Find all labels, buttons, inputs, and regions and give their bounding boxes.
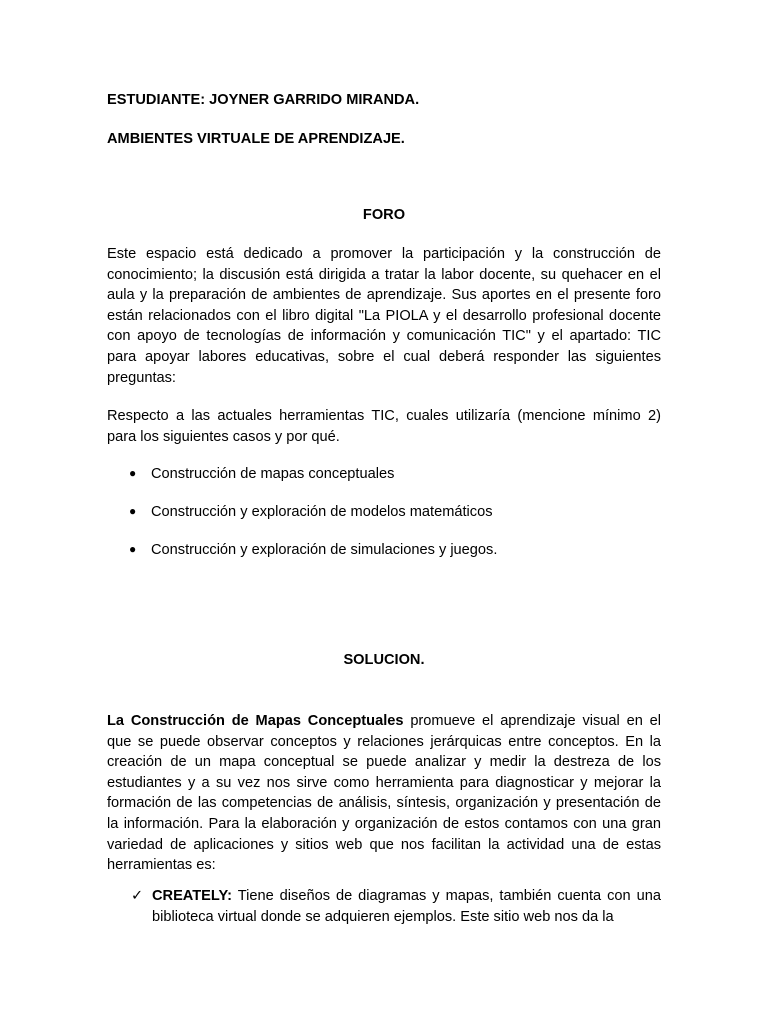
solucion-paragraph [107, 711, 661, 876]
bullet-icon: ● [129, 466, 137, 480]
solucion-paragraph-text [107, 711, 661, 876]
check-item-text: Tiene diseños de diagramas y mapas, también cuenta con una biblioteca virtual donde se adquieren ejemplos. Este sitio web nos da la [152, 888, 661, 925]
solucion-body: promueve el aprendizaje visual en el que se puede observar conceptos y relaciones jerárquicas entre conceptos. En la creación de un mapa conceptual se puede analizar y medir la destreza de los estudiantes y a su vez nos sirve como herramienta para diagnosticar y mejorar la formación de las competencias de análisis, síntesis, organización y presentación de la información. Para la elaboración y organización de estos contamos con una gran variedad de aplicaciones y sitios web que nos facilitan la actividad una de estas herramientas es: [107, 713, 661, 874]
check-item-body [131, 886, 661, 927]
course-heading: AMBIENTES VIRTUALE DE APRENDIZAJE. [107, 131, 405, 147]
foro-question-text: Respecto a las actuales herramientas TIC, cuales utilizaría (mencione mínimo 2) para los siguientes casos y por qué. [107, 408, 661, 445]
check-list-item [131, 886, 661, 927]
solucion-lead: La Construcción de Mapas Conceptuales [107, 713, 404, 729]
bullet-icon: ● [129, 542, 137, 556]
list-item-text: Construcción y exploración de modelos matemáticos [151, 504, 493, 520]
student-name-heading: ESTUDIANTE: JOYNER GARRIDO MIRANDA. [107, 92, 420, 108]
foro-intro-text: Este espacio está dedicado a promover la participación y la construcción de conocimiento; la discusión está dirigida a tratar la labor docente, su quehacer en el aula y la preparación de ambientes de aprendizaje. Sus aportes en el presente foro están relacionados con el libro digital "La PIOLA y el desarrollo profesional docente con apoyo de tecnologías de información y comunicación TIC" y el apartado: TIC para apoyar labores educativas, sobre el cual deberá responder las siguientes preguntas: [107, 246, 661, 386]
foro-title: FORO [362, 207, 406, 223]
check-item-label: CREATELY: [152, 888, 233, 904]
solucion-title: SOLUCION. [343, 652, 425, 668]
bullet-icon: ● [129, 504, 137, 518]
foro-question [107, 406, 661, 447]
list-item-text: Construcción y exploración de simulaciones y juegos. [151, 542, 498, 558]
foro-intro [107, 244, 661, 388]
list-item-text: Construcción de mapas conceptuales [151, 466, 395, 482]
checkmark-icon: ✓ [131, 888, 144, 904]
